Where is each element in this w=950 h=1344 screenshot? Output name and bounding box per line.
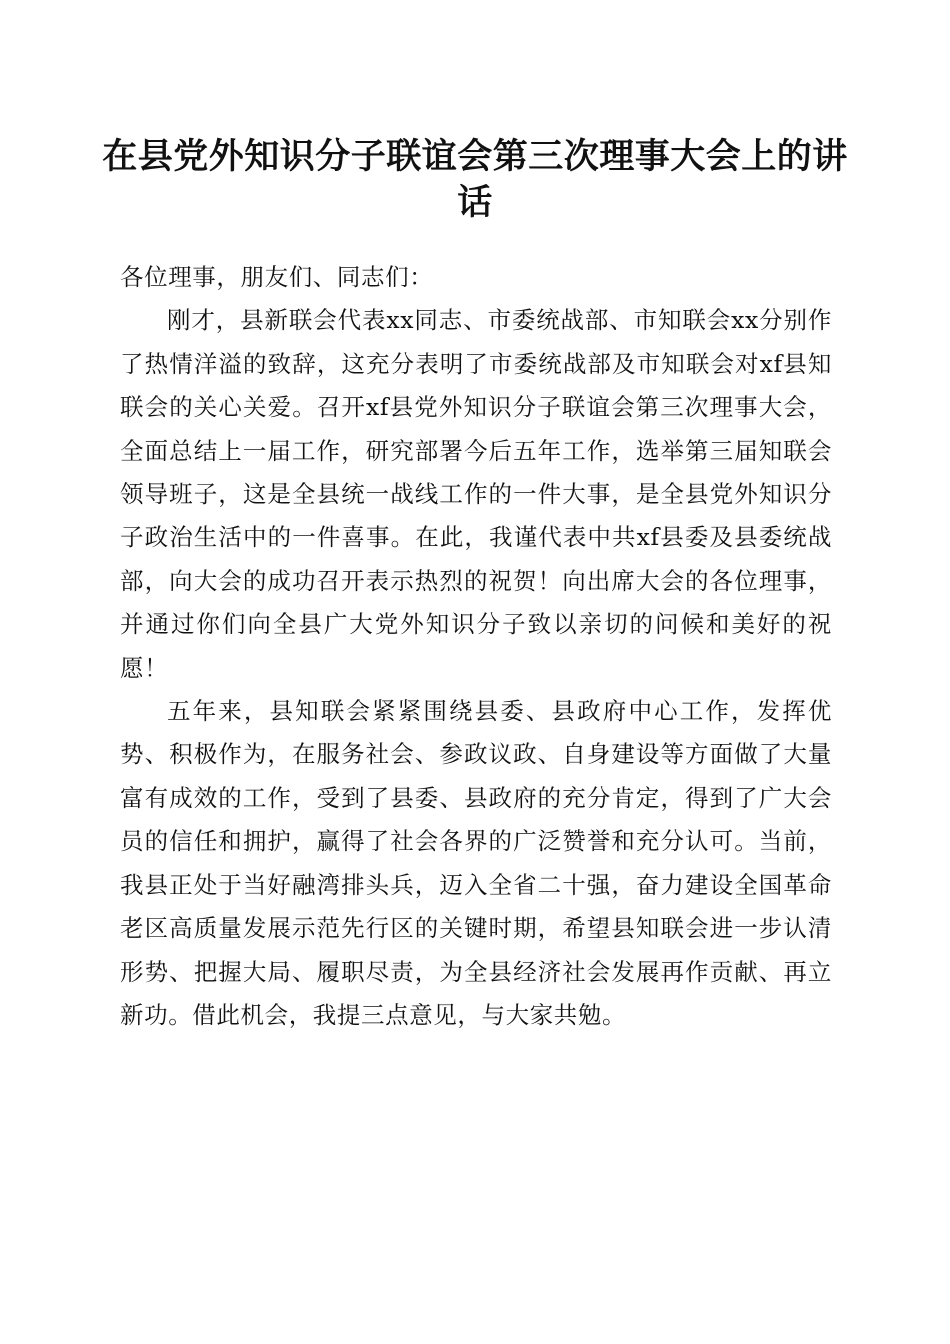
salutation: 各位理事，朋友们、同志们： <box>120 263 434 291</box>
paragraph: 五年来，县知联会紧紧围绕县委、县政府中心工作，发挥优势、积极作为，在服务社会、参政议政、自身建设等方面做了大量富有成效的工作，受到了县委、县政府的充分肯定，得到了广大会员的信任和拥护，赢得了社会各界的广泛赞誉和充分认可。当前，我县正处于当好融湾排头兵，迈入全省二十强，奋力建设全国革命老区高质量发展示范先行区的关键时期，希望县知联会进一步认清形势、把握大局、履职尽责，为全县经济社会发展再作贡献、再立新功。借此机会，我提三点意见，与大家共勉。 <box>120 697 832 1029</box>
paragraph: 刚才，县新联会代表xx同志、市委统战部、市知联会xx分别作了热情洋溢的致辞，这充分表明了市委统战部及市知联会对xf县知联会的关心关爱。召开xf县党外知识分子联谊会第三次理事大会，全面总结上一届工作，研究部署今后五年工作，选举第三届知联会领导班子，这是全县统一战线工作的一件大事，是全县党外知识分子政治生活中的一件喜事。在此，我谨代表中共xf县委及县委统战部，向大会的成功召开表示热烈的祝贺！向出席大会的各位理事，并通过你们向全县广大党外知识分子致以亲切的问候和美好的祝愿！ <box>120 306 832 682</box>
document-body <box>120 256 832 1037</box>
document-title: 在县党外知识分子联谊会第三次理事大会上的讲话 <box>102 136 848 223</box>
